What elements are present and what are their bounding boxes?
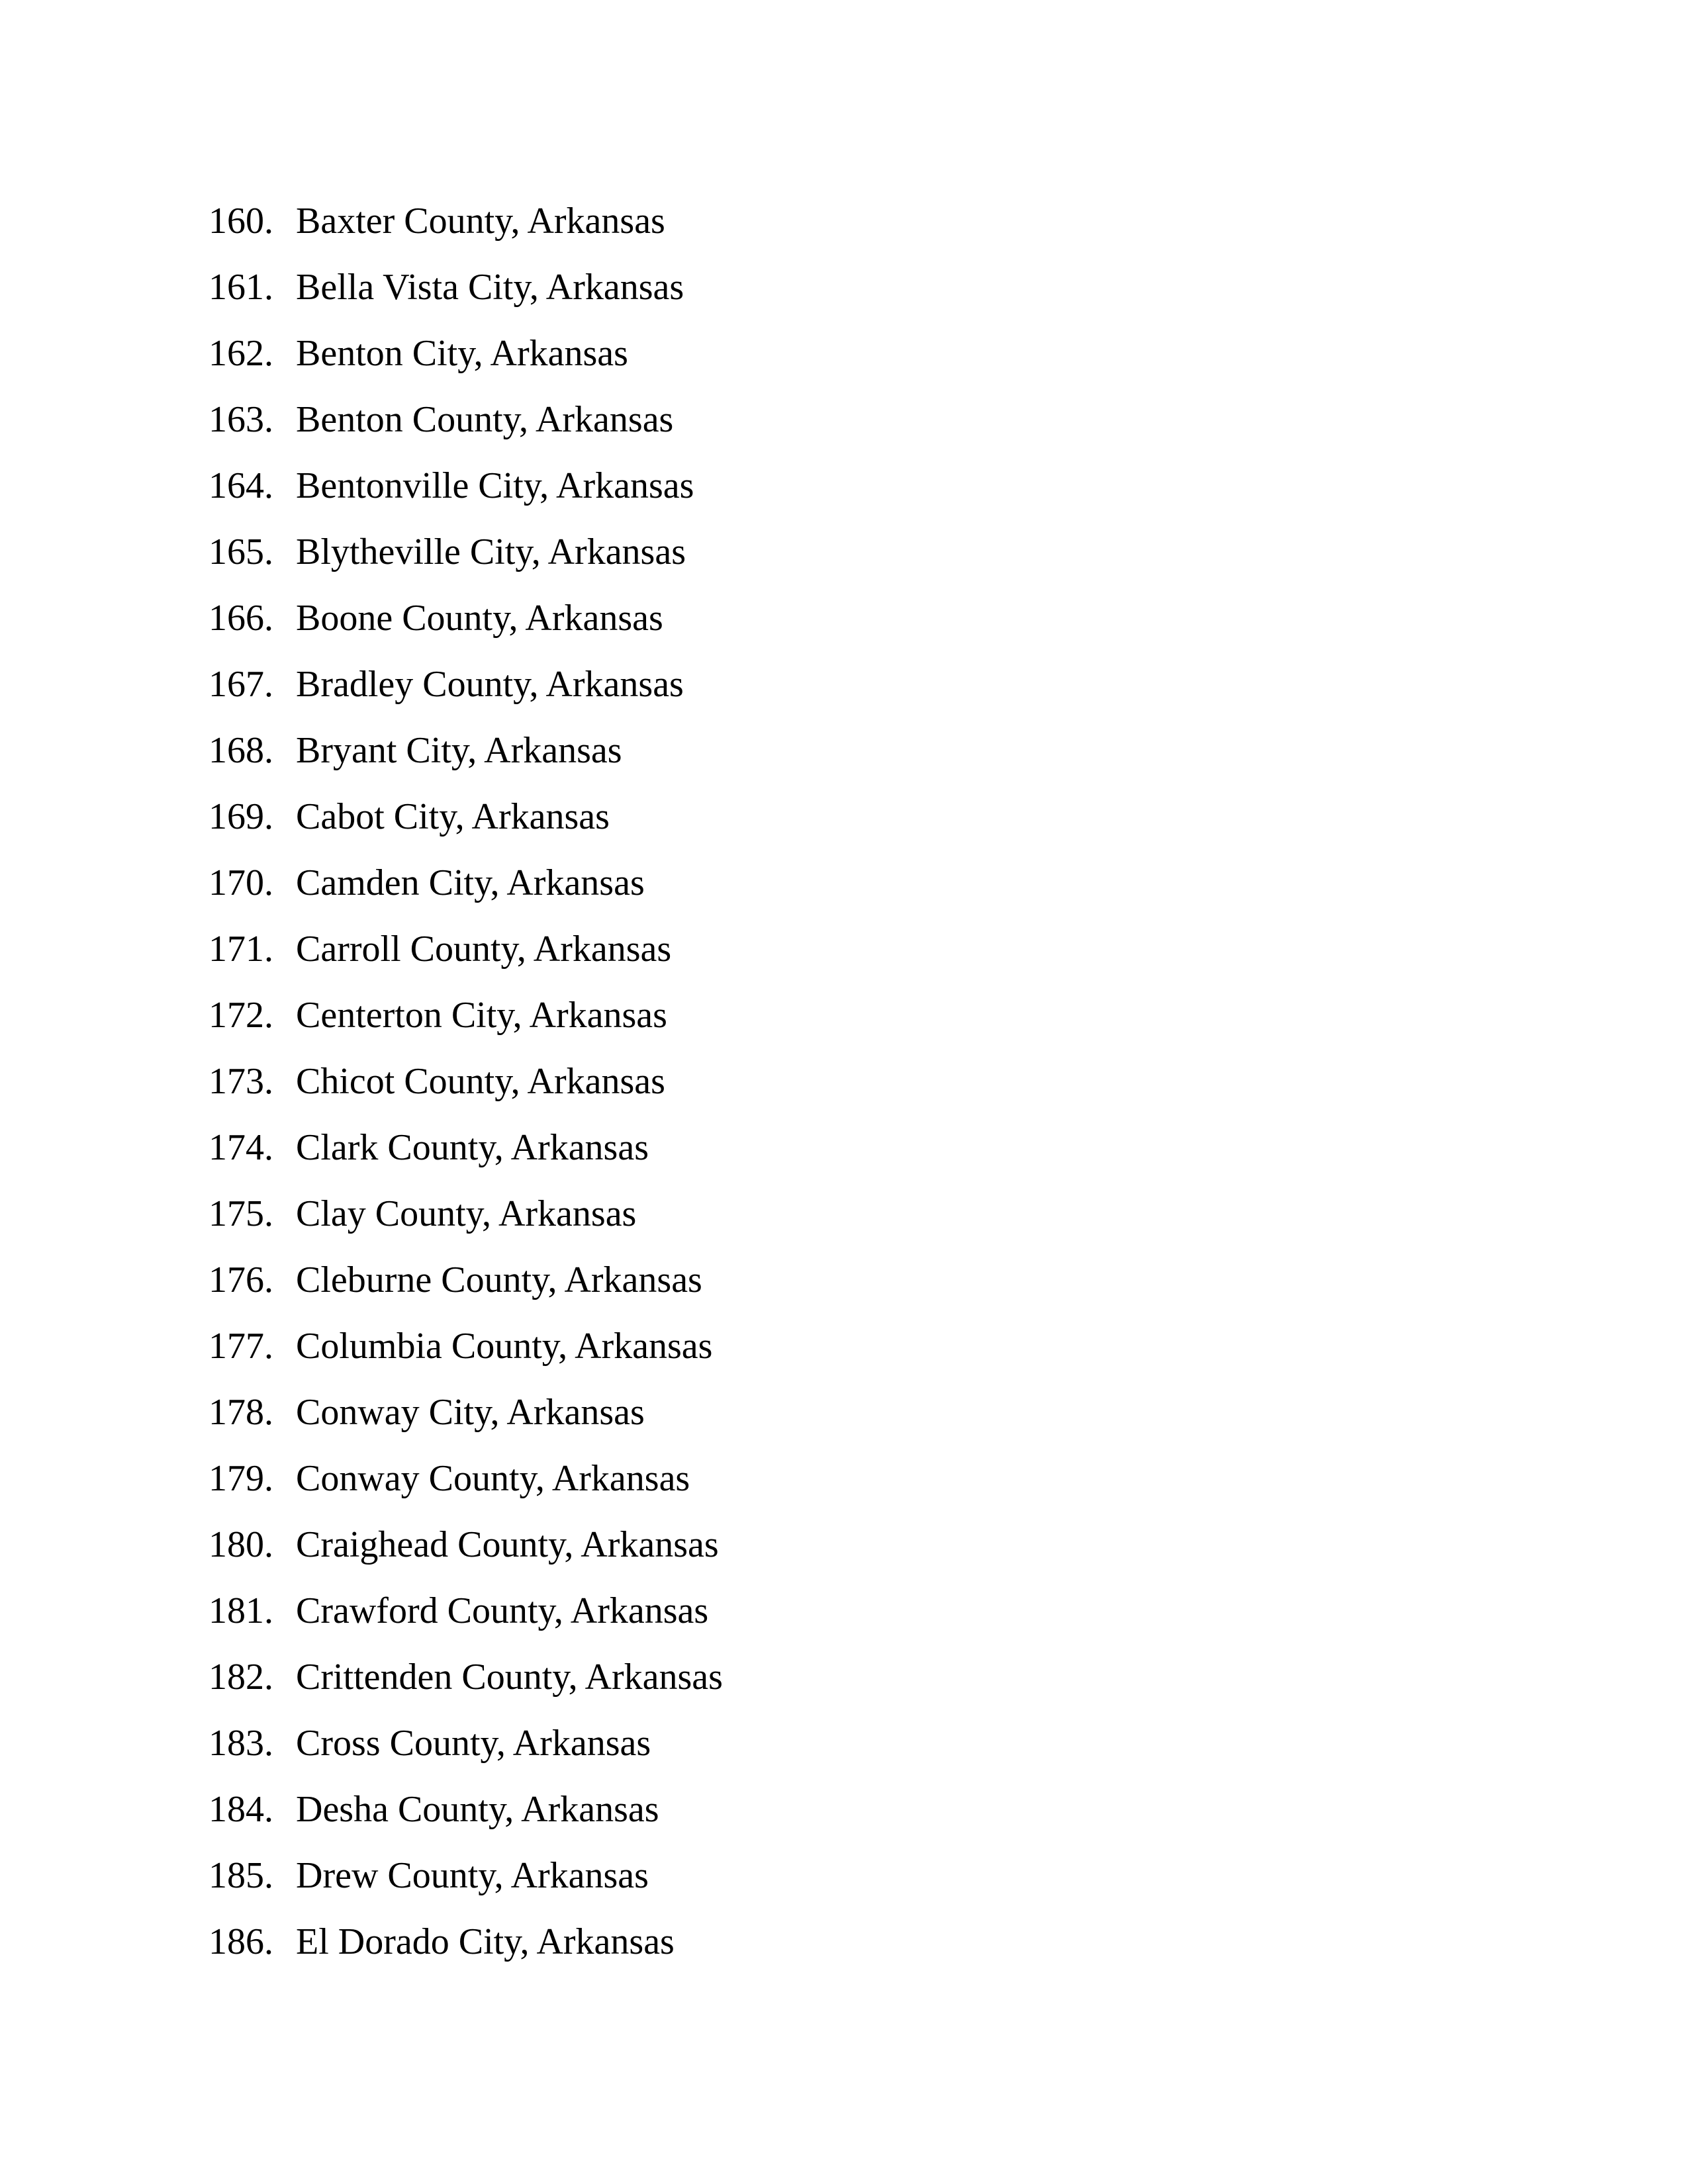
list-item-label: Carroll County, Arkansas [296,929,672,970]
list-item-label: Camden City, Arkansas [296,862,645,903]
list-item-number: 165. [209,531,273,572]
list-item-number: 161. [209,267,273,308]
list-item-number: 170. [209,862,273,903]
list-item [209,1584,723,1650]
list-item-number: 163. [209,399,273,440]
list-item-label: Crittenden County, Arkansas [296,1657,723,1698]
list-item [209,525,723,591]
list-item [209,790,723,856]
list-item-label: Bradley County, Arkansas [296,664,684,705]
list-item-label: Craighead County, Arkansas [296,1524,719,1565]
list-item-number: 182. [209,1657,273,1698]
list-item-label: Cleburne County, Arkansas [296,1259,702,1300]
list-item-label: Clark County, Arkansas [296,1127,649,1168]
list-item-number: 171. [209,929,273,970]
list-item-number: 176. [209,1259,273,1300]
list-item-label: Benton City, Arkansas [296,333,628,374]
list-item-number: 173. [209,1061,273,1102]
list-item-label: Conway City, Arkansas [296,1392,645,1433]
list-item-number: 172. [209,995,273,1036]
list-item-label: Bryant City, Arkansas [296,730,622,771]
numbered-place-list [209,194,723,1981]
list-item [209,1253,723,1319]
list-item-label: Chicot County, Arkansas [296,1061,665,1102]
list-item [209,1915,723,1981]
list-item-label: Desha County, Arkansas [296,1789,659,1830]
list-item-label: Clay County, Arkansas [296,1193,637,1234]
list-item [209,1782,723,1848]
list-item-number: 186. [209,1921,273,1962]
list-item [209,922,723,988]
list-item [209,194,723,260]
list-item [209,260,723,326]
list-item [209,1650,723,1716]
list-item [209,1187,723,1253]
list-item-number: 178. [209,1392,273,1433]
list-item-number: 164. [209,465,273,506]
list-item-number: 184. [209,1789,273,1830]
list-item-number: 181. [209,1590,273,1631]
list-item [209,1319,723,1385]
list-item-label: Bentonville City, Arkansas [296,465,694,506]
list-item-number: 177. [209,1326,273,1367]
list-item-label: Conway County, Arkansas [296,1458,690,1499]
list-item [209,591,723,657]
list-item-label: El Dorado City, Arkansas [296,1921,675,1962]
list-item-label: Cabot City, Arkansas [296,796,610,837]
list-item-number: 179. [209,1458,273,1499]
list-item-number: 183. [209,1723,273,1764]
list-item-number: 174. [209,1127,273,1168]
list-item [209,326,723,392]
list-item-label: Blytheville City, Arkansas [296,531,686,572]
list-item-number: 168. [209,730,273,771]
list-item-number: 169. [209,796,273,837]
list-item-label: Benton County, Arkansas [296,399,674,440]
list-item [209,1716,723,1782]
list-item-number: 162. [209,333,273,374]
list-item [209,1054,723,1120]
list-item-label: Crawford County, Arkansas [296,1590,709,1631]
list-item-label: Cross County, Arkansas [296,1723,651,1764]
list-item [209,1451,723,1518]
list-item [209,723,723,790]
list-item-label: Centerton City, Arkansas [296,995,667,1036]
list-item-label: Bella Vista City, Arkansas [296,267,684,308]
list-item [209,459,723,525]
list-item [209,856,723,922]
list-item-number: 180. [209,1524,273,1565]
list-item-label: Columbia County, Arkansas [296,1326,713,1367]
list-item-label: Drew County, Arkansas [296,1855,649,1896]
list-item [209,1385,723,1451]
list-item-number: 160. [209,201,273,242]
list-item-number: 185. [209,1855,273,1896]
list-item-label: Baxter County, Arkansas [296,201,665,242]
list-item-number: 166. [209,598,273,639]
list-item [209,1120,723,1187]
list-item [209,657,723,723]
list-item-number: 175. [209,1193,273,1234]
list-item [209,1848,723,1915]
list-item [209,988,723,1054]
list-item-label: Boone County, Arkansas [296,598,663,639]
list-item [209,1518,723,1584]
list-item-number: 167. [209,664,273,705]
list-item [209,392,723,459]
